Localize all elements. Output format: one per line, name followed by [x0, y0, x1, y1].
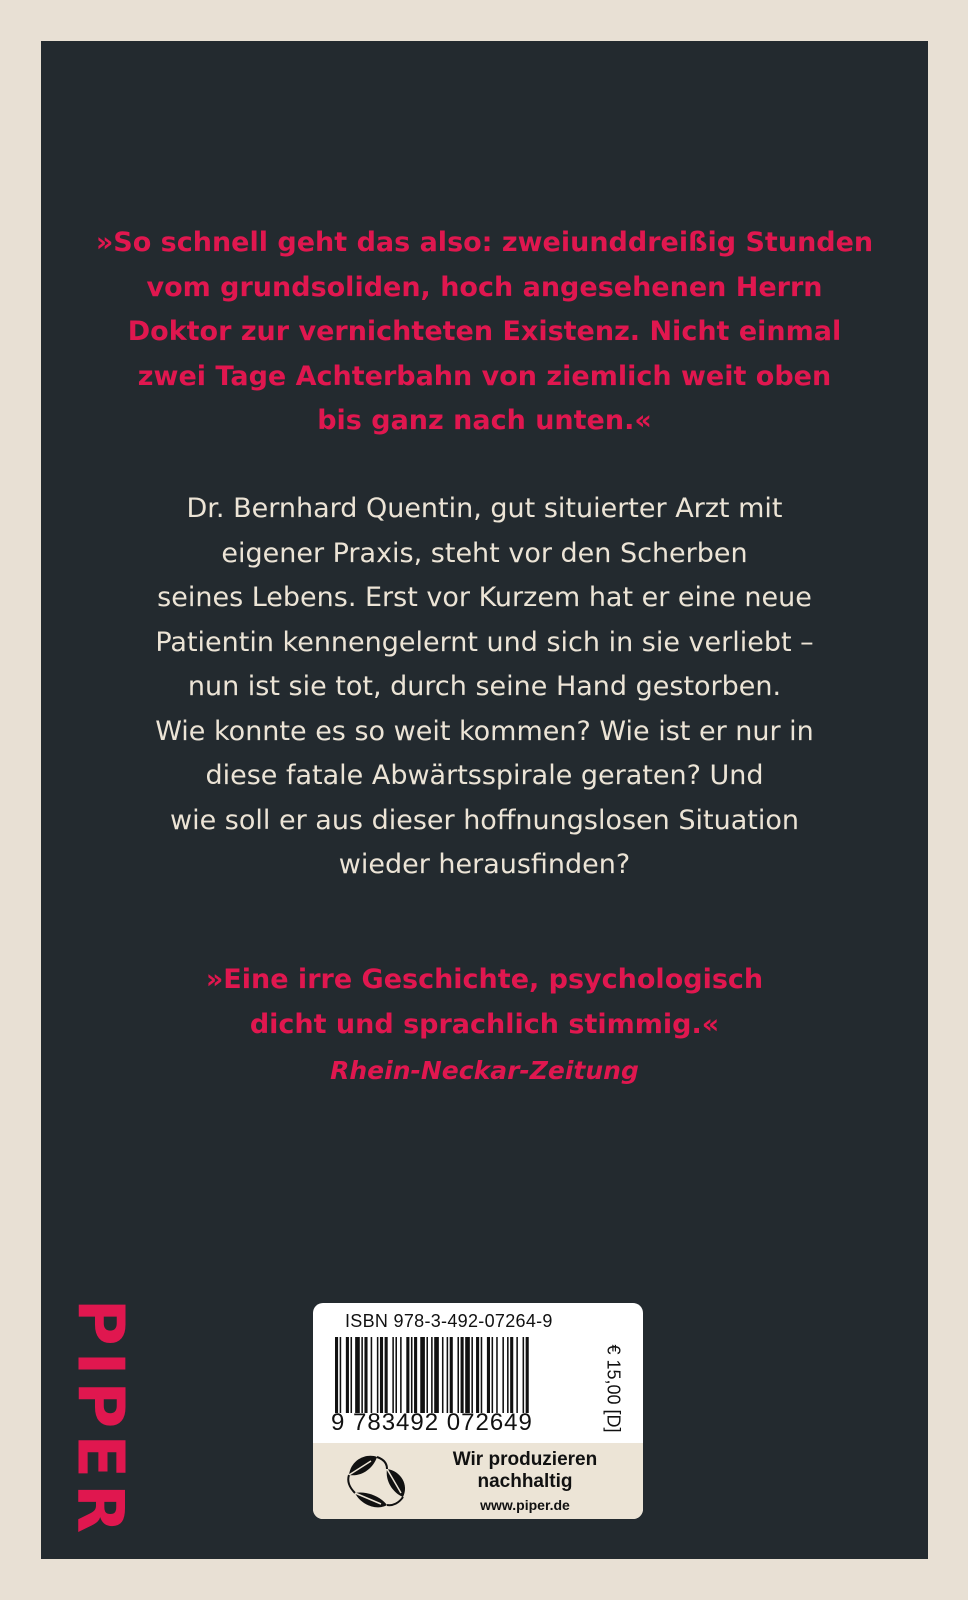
barcode-bar	[340, 1337, 342, 1413]
barcode-bar	[361, 1337, 363, 1413]
eco-line-2: nachhaltig	[477, 1471, 573, 1492]
barcode-bar	[414, 1337, 417, 1413]
barcode-bar	[351, 1337, 353, 1413]
barcode-bar	[406, 1337, 409, 1413]
blurb-line: diese fatale Abwärtsspirale geraten? Und	[205, 760, 764, 791]
barcode-bar	[371, 1337, 373, 1413]
barcode-bar	[492, 1337, 494, 1413]
book-back-cover	[41, 41, 928, 1559]
barcode-bar	[481, 1337, 483, 1413]
barcode-bar	[392, 1337, 394, 1413]
blurb-line: Wie konnte es so weit kommen? Wie ist er nur in	[155, 715, 814, 747]
review-source-name: Rhein-Neckar-Zeitung	[330, 1056, 639, 1085]
blurb-line: seines Lebens. Erst vor Kurzem hat er eine neue	[157, 582, 812, 613]
barcode-bar	[516, 1337, 518, 1413]
quote-line: zwei Tage Achterbahn von ziemlich weit oben	[137, 360, 832, 392]
barcode-bar	[523, 1337, 525, 1413]
price-text: € 15,00 [D]	[603, 1343, 624, 1433]
publisher-logo	[62, 1298, 136, 1540]
barcode-bar	[465, 1337, 470, 1413]
barcode-bar	[496, 1337, 498, 1413]
barcode-bar	[476, 1337, 479, 1413]
barcode-bar	[355, 1337, 360, 1413]
blurb-line: Dr. Bernhard Quentin, gut situierter Arzt mit	[186, 493, 783, 524]
publisher-logo-text: PIPER	[62, 1298, 136, 1540]
barcode-bar	[426, 1337, 428, 1413]
barcode-bar	[442, 1337, 444, 1413]
barcode-bar	[434, 1337, 439, 1413]
price-label	[593, 1333, 633, 1443]
barcode-bar	[380, 1337, 383, 1413]
barcode-bar	[487, 1337, 490, 1413]
barcode-bar	[502, 1337, 504, 1413]
barcode-bar	[335, 1337, 338, 1413]
quote-line: vom grundsoliden, hoch angesehenen Herrn	[146, 271, 823, 303]
eco-line-1: Wir produzieren	[452, 1449, 598, 1470]
leaves-recycle-icon	[341, 1449, 413, 1515]
barcode-bar	[420, 1337, 425, 1413]
barcode-bar	[395, 1337, 397, 1413]
barcode-bar	[377, 1337, 379, 1413]
barcode-bar	[507, 1337, 509, 1413]
barcode-bar	[450, 1337, 453, 1413]
ean-digits: 9 783492 072649	[331, 1409, 533, 1436]
barcode-panel	[313, 1303, 643, 1519]
barcode-bar	[431, 1337, 433, 1413]
review-line: dicht und sprachlich stimmig.«	[249, 1008, 720, 1040]
quote-line: »So schnell geht das also: zweiunddreißig Stunden	[95, 227, 874, 258]
quote-line: bis ganz nach unten.«	[317, 405, 652, 436]
blurb-line: wie soll er aus dieser hoffnungslosen Situation	[170, 804, 799, 836]
blurb-line: nun ist sie tot, durch seine Hand gestorben.	[187, 671, 782, 702]
review-line: »Eine irre Geschichte, psychologisch	[205, 964, 764, 995]
barcode-bar	[385, 1337, 388, 1413]
barcode-bar	[510, 1337, 513, 1413]
blurb-line: Patientin kennengelernt und sich in sie verliebt –	[155, 626, 814, 658]
barcode-bar	[526, 1337, 529, 1413]
barcode-bar	[461, 1337, 464, 1413]
blurb-text	[41, 487, 928, 888]
publisher-url: www.piper.de	[480, 1497, 570, 1513]
barcode-bar	[457, 1337, 459, 1413]
blurb-line: wieder herausfinden?	[338, 849, 631, 880]
barcode-bar	[400, 1337, 402, 1413]
eco-text	[417, 1449, 633, 1515]
blurb-line: eigener Praxis, steht vor den Scherben	[221, 537, 748, 569]
review-source	[41, 1053, 928, 1089]
barcode-bar	[364, 1337, 367, 1413]
isbn-text: ISBN 978-3-492-07264-9	[345, 1311, 553, 1331]
barcode-bar	[411, 1337, 413, 1413]
quote-line: Doktor zur vernichteten Existenz. Nicht einmal	[127, 316, 842, 347]
barcode-bar	[471, 1337, 473, 1413]
barcode-bar	[346, 1337, 349, 1413]
eco-label	[313, 1443, 643, 1519]
review-quote	[41, 958, 928, 1047]
barcode-bar	[447, 1337, 449, 1413]
excerpt-quote	[41, 221, 928, 444]
